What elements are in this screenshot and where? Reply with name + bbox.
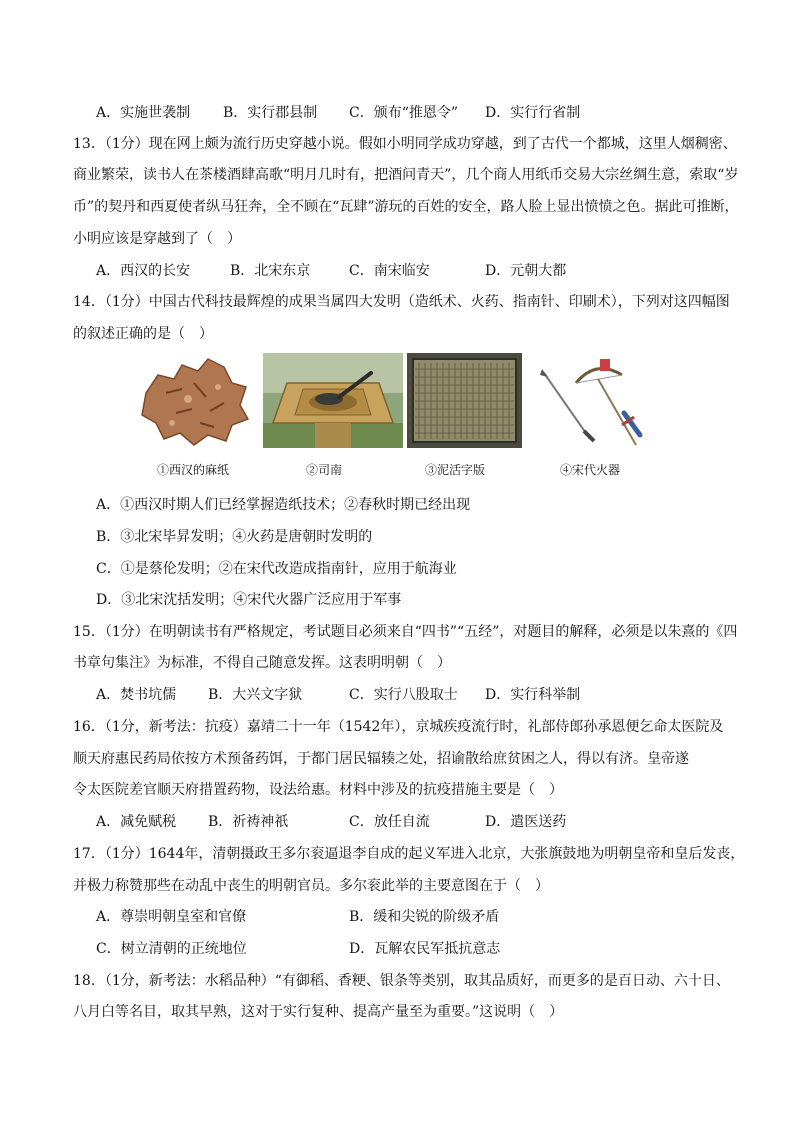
q17-stem-line: 并极力称赞那些在动乱中丧生的明朝官员。多尔衮此举的主要意图在于（ ）: [73, 878, 549, 894]
q14-option-d: D．③北宋沈括发明；④宋代火器广泛应用于军事: [96, 592, 402, 608]
q13-option-c: C．南宋临安: [349, 263, 430, 279]
q13-option-a: A．西汉的长安: [96, 263, 191, 279]
q16-option-b: B．祈祷神祇: [208, 814, 289, 830]
q12-option-d: D．实行行省制: [485, 105, 581, 121]
clay-type-plate-image: [407, 353, 522, 448]
q14-stem-line: 14．（1分）中国古代科技最辉煌的成果当属四大发明（造纸术、火药、指南针、印刷术），下列对这四幅图: [73, 294, 730, 310]
q15-option-c: C．实行八股取士: [349, 687, 458, 703]
caption-firearms: ④宋代火器: [560, 463, 621, 477]
q16-option-a: A．减免赋税: [96, 814, 177, 830]
q16-option-c: C．放任自流: [349, 814, 430, 830]
q18-stem-line: 18．（1分，新考法：水稻品种）“有御稻、香粳、银条等类别，取其品质好，而更多的是百日动、六十日、: [73, 973, 730, 989]
q17-option-a: A．尊崇明朝皇室和官僚: [96, 909, 247, 925]
q15-option-d: D．实行科举制: [485, 687, 581, 703]
sinan-compass-image: [263, 353, 403, 448]
q14-figures: [0, 353, 794, 453]
q16-stem-line: 令太医院差官顺天府措置药物，设法给惠。材料中涉及的抗疫措施主要是（ ）: [73, 782, 563, 798]
q14-option-a: A．①西汉时期人们已经掌握造纸技术；②春秋时期已经出现: [96, 497, 471, 513]
caption-sinan: ②司南: [306, 463, 343, 477]
caption-paper: ①西汉的麻纸: [157, 463, 230, 477]
q13-option-b: B．北宋东京: [230, 263, 311, 279]
caption-clay-type: ③泥活字版: [425, 463, 486, 477]
paper-fragment-image: [136, 353, 256, 448]
q14-option-c: C．①是蔡伦发明；②在宋代改造成指南针，应用于航海业: [96, 561, 457, 577]
q15-option-a: A．焚书坑儒: [96, 687, 177, 703]
q13-option-d: D．元朝大都: [485, 263, 567, 279]
q13-stem-line: 币”的契丹和西夏使者纵马狂奔，全不顾在“瓦肆”游玩的百姓的安全，路人脸上显出愤愤之色。据此可推断，: [73, 199, 739, 215]
q14-option-b: B．③北宋毕昇发明；④火药是唐朝时发明的: [96, 529, 373, 545]
q13-stem-line: 13．（1分）现在网上颇为流行历史穿越小说。假如小明同学成功穿越，到了古代一个都城，这里人烟稠密、: [73, 136, 737, 152]
q16-stem-line: 顺天府惠民药局依按方术预备药饵，于都门居民辐辏之处，招谕散给庶贫困之人，得以有济。皇帝遂: [73, 751, 689, 767]
q18-stem-line: 八月白等名目，取其早熟，这对于实行复种、提高产量至为重要。”这说明（ ）: [73, 1004, 564, 1020]
q15-stem-line: 书章句集注》为标准，不得自己随意发挥。这表明明朝（ ）: [73, 655, 451, 671]
q12-option-a: A．实施世袭制: [96, 105, 191, 121]
q15-option-b: B．大兴文字狱: [208, 687, 303, 703]
q17-stem-line: 17．（1分）1644年，清朝摄政王多尔衮逼退李自成的起义军进入北京，大张旗鼓地为明朝皇帝和皇后发丧，: [73, 846, 745, 862]
q17-option-c: C．树立清朝的正统地位: [96, 941, 247, 957]
q16-option-d: D．遣医送药: [485, 814, 567, 830]
q13-stem-line: 小明应该是穿越到了（ ）: [73, 231, 241, 247]
q15-stem-line: 15．（1分）在明朝读书有严格规定，考试题目必须来自“四书”“五经”，对题目的解释，必须是以朱熹的《四: [73, 624, 738, 640]
q17-option-b: B．缓和尖锐的阶级矛盾: [349, 909, 500, 925]
q13-stem-line: 商业繁荣，读书人在茶楼酒肆高歌“明月几时有，把酒问青天”，几个商人用纸币交易大宗丝绸生意，索取“岁: [73, 167, 739, 183]
q16-stem-line: 16．（1分，新考法：抗疫）嘉靖二十一年（1542年），京城疾疫流行时，礼部侍郎孙承恩便乞命太医院及: [73, 719, 724, 735]
song-firearms-image: [536, 353, 646, 448]
q17-option-d: D．瓦解农民军抵抗意志: [349, 941, 501, 957]
q14-stem-line: 的叙述正确的是（ ）: [73, 326, 213, 342]
q12-option-b: B．实行郡县制: [223, 105, 318, 121]
q12-option-c: C．颁布“推恩令”: [349, 105, 459, 121]
